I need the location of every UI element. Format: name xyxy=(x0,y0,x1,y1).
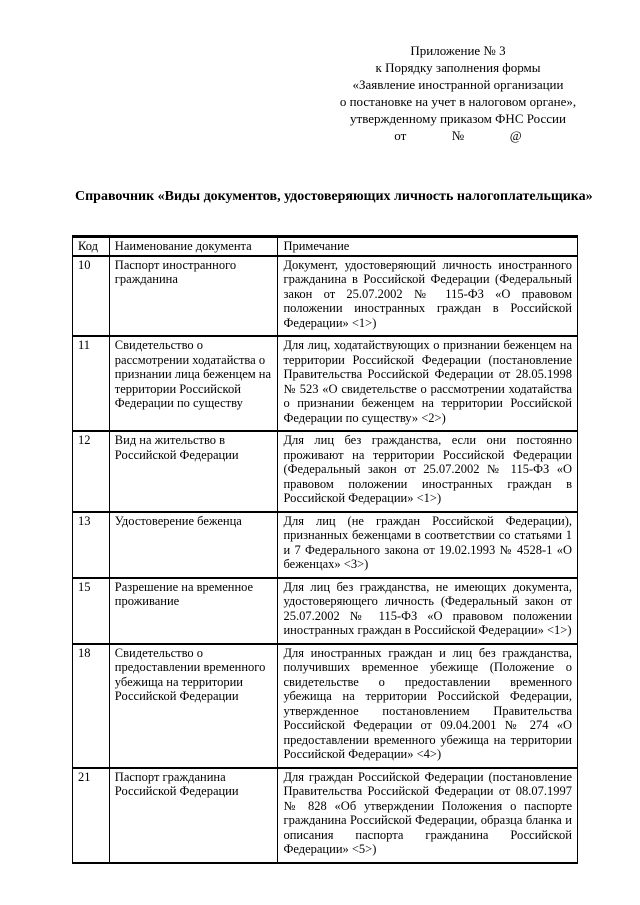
note-cell: Для лиц без гражданства, если они постоянно проживают на территории Российской Федерации (Федеральный закон от 25.07.2002 № 115-ФЗ «О правовом положении иностранных граждан в Российской Федерации» <1>) xyxy=(278,431,578,512)
code-cell: 12 xyxy=(73,431,110,512)
table-row xyxy=(73,256,578,337)
column-header-note: Примечание xyxy=(278,237,578,256)
name-cell: Свидетельство о предоставлении временного убежища на территории Российской Федерации xyxy=(109,644,278,768)
code-cell: 10 xyxy=(73,256,110,337)
note-cell: Для лиц без гражданства, не имеющих документа, удостоверяющего личность (Федеральный закон от 25.07.2002 № 115-ФЗ «О правовом положении иностранных граждан в Российской Федерации» <1>) xyxy=(278,578,578,644)
name-cell: Разрешение на временное проживание xyxy=(109,578,278,644)
code-cell: 21 xyxy=(73,768,110,863)
name-cell: Вид на жительство в Российской Федерации xyxy=(109,431,278,512)
table-row xyxy=(73,512,578,578)
appendix-order-line: от № @ xyxy=(394,128,522,143)
code-cell: 18 xyxy=(73,644,110,768)
name-cell: Удостоверение беженца xyxy=(109,512,278,578)
appendix-line: к Порядку заполнения формы xyxy=(375,60,541,75)
page-title: Справочник «Виды документов, удостоверяющих личность налогоплательщика» xyxy=(75,189,593,204)
table-header-row xyxy=(73,237,578,256)
table-row xyxy=(73,768,578,863)
table-row xyxy=(73,644,578,768)
column-header-code: Код xyxy=(73,237,110,256)
table-row xyxy=(73,431,578,512)
code-cell: 13 xyxy=(73,512,110,578)
appendix-line: «Заявление иностранной организации xyxy=(352,77,564,92)
name-cell: Паспорт гражданина Российской Федерации xyxy=(109,768,278,863)
note-cell: Для лиц (не граждан Российской Федерации), признанных беженцами в соответствии со статьями 1 и 7 Федерального закона от 19.02.1993 № 4528-1 «О беженцах» <3>) xyxy=(278,512,578,578)
note-cell: Для иностранных граждан и лиц без гражданства, получивших временное убежище (Положение о свидетельстве о предоставлении временного убежища на территории Российской Федерации, утвержденное постановлением Правительства Российской Федерации от 09.04.2001 № 274 «О предоставлении временного убежища на территории Российской Федерации» <4>) xyxy=(278,644,578,768)
note-cell: Документ, удостоверяющий личность иностранного гражданина в Российской Федерации (Федеральный закон от 25.07.2002 № 115-ФЗ «О правовом положении иностранных граждан в Российской Федерации» <1>) xyxy=(278,256,578,337)
documents-reference-table xyxy=(72,235,578,864)
code-cell: 11 xyxy=(73,336,110,431)
name-cell: Свидетельство о рассмотрении ходатайства о признании лица беженцем на территории Российской Федерации по существу xyxy=(109,336,278,431)
appendix-line: о постановке на учет в налоговом органе», xyxy=(339,94,577,109)
code-cell: 15 xyxy=(73,578,110,644)
appendix-line: утвержденному приказом ФНС России xyxy=(350,111,566,126)
note-cell: Для граждан Российской Федерации (постановление Правительства Российской Федерации от 08.07.1997 № 828 «Об утверждении Положения о паспорте гражданина Российской Федерации, образца бланка и описания паспорта гражданина Российской Федерации» <5>) xyxy=(278,768,578,863)
appendix-line: Приложение № 3 xyxy=(410,43,506,58)
column-header-name: Наименование документа xyxy=(109,237,278,256)
table-row xyxy=(73,578,578,644)
appendix-header xyxy=(308,42,608,144)
table-row xyxy=(73,336,578,431)
note-cell: Для лиц, ходатайствующих о признании беженцем на территории Российской Федерации (постановление Правительства Российской Федерации от 28.05.1998 № 523 «О свидетельстве о рассмотрении ходатайства о признании беженцем на территории Российской Федерации по существу» <2>) xyxy=(278,336,578,431)
name-cell: Паспорт иностранного гражданина xyxy=(109,256,278,337)
